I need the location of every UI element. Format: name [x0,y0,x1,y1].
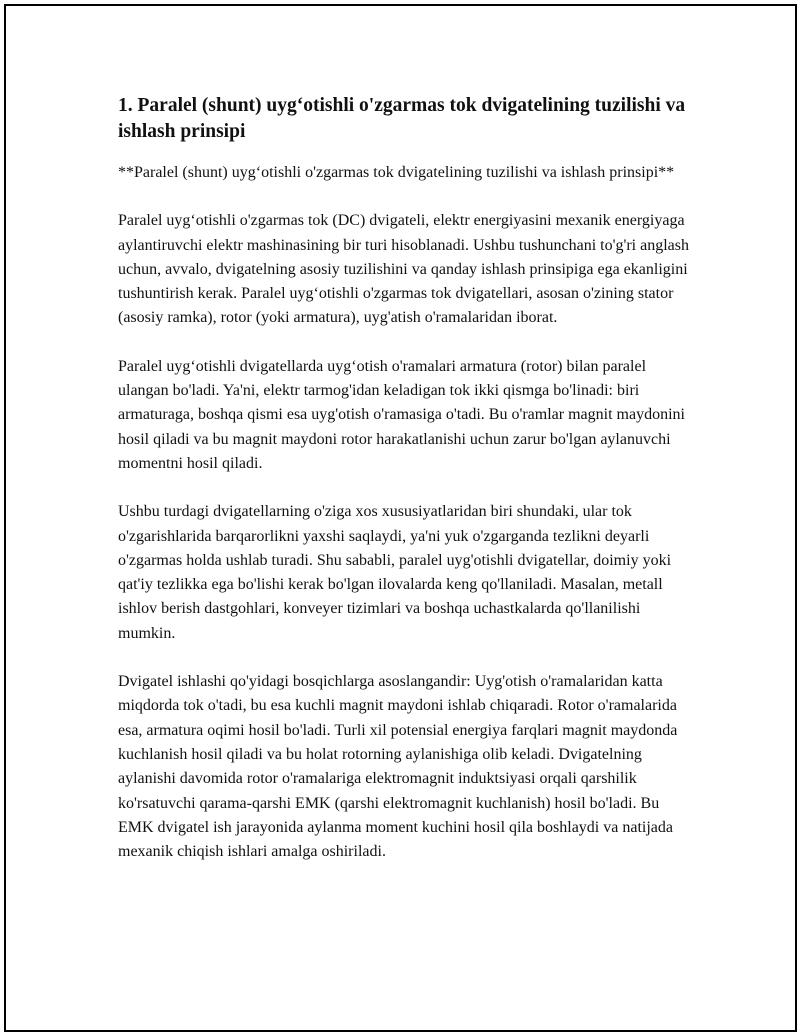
paragraph-characteristics: Ushbu turdagi dvigatellarning o'ziga xos xususiyatlaridan biri shundaki, ular tok o'zgarishlarida barqarorlikni yaxshi saqlaydi, ya'ni yuk o'zgarganda tezlikni deyarli o'zgarmas holda ushlab turadi. Shu sababli, paralel uyg'otishli dvigatellar, doimiy yoki qat'iy tezlikka ega bo'lishi kerak bo'lgan ilovalarda keng qo'llaniladi. Masalan, metall ishlov berish dastgohlari, konveyer tizimlari va boshqa uchastkalarda qo'llanilishi mumkin. [118,503,672,642]
paragraph-bold-heading: **Paralel (shunt) uyg‘otishli o'zgarmas tok dvigatelining tuzilishi va ishlash prinsipi** [118,164,675,181]
document-body [118,93,698,888]
paragraph-parallel-connection: Paralel uyg‘otishli dvigatellarda uyg‘otish o'ramalari armatura (rotor) bilan paralel ulangan bo'ladi. Ya'ni, elektr tarmog'idan keladigan tok ikki qismga bo'linadi: biri armaturaga, boshqa qismi esa uyg'otish o'ramasiga o'tadi. Bu o'ramlar magnit maydonini hosil qiladi va bu magnit maydoni rotor harakatlanishi uchun zarur bo'lgan aylanuvchi momentni hosil qiladi. [118,357,685,472]
paragraph-introduction: Paralel uyg‘otishli o'zgarmas tok (DC) dvigateli, elektr energiyasini mexanik energiyaga aylantiruvchi elektr mashinasining bir turi hisoblanadi. Ushbu tushunchani to'g'ri anglash uchun, avvalo, dvigatelning asosiy tuzilishini va qanday ishlash prinsipiga ega ekanligini tushuntirish kerak. Paralel uyg‘otishli o'zgarmas tok dvigatellari, asosan o'zining stator (asosiy ramka), rotor (yoki armatura), uyg'atish o'ramalaridan iborat. [118,212,689,327]
document-title: 1. Paralel (shunt) uyg‘otishli o'zgarmas tok dvigatelining tuzilishi va ishlash prinsipi [118,95,686,142]
paragraph-operation-stages: Dvigatel ishlashi qo'yidagi bosqichlarga asoslangandir: Uyg'otish o'ramalaridan katta miqdorda tok o'tadi, bu esa kuchli magnit maydoni ishlab chiqaradi. Rotor o'ramalarida esa, armatura oqimi hosil bo'ladi. Turli xil potensial energiya farqlari magnit maydonda kuchlanish hosil qiladi va bu holat rotorning aylanishiga olib keladi. Dvigatelning aylanishi davomida rotor o'ramalariga elektromagnit induktsiyasi orqali qarshilik ko'rsatuvchi qarama-qarshi EMK (qarshi elektromagnit kuchlanish) hosil bo'ladi. Bu EMK dvigatel ish jarayonida aylanma moment kuchini hosil qila boshlaydi va natijada mexanik chiqish ishlari amalga oshiriladi. [118,673,678,861]
